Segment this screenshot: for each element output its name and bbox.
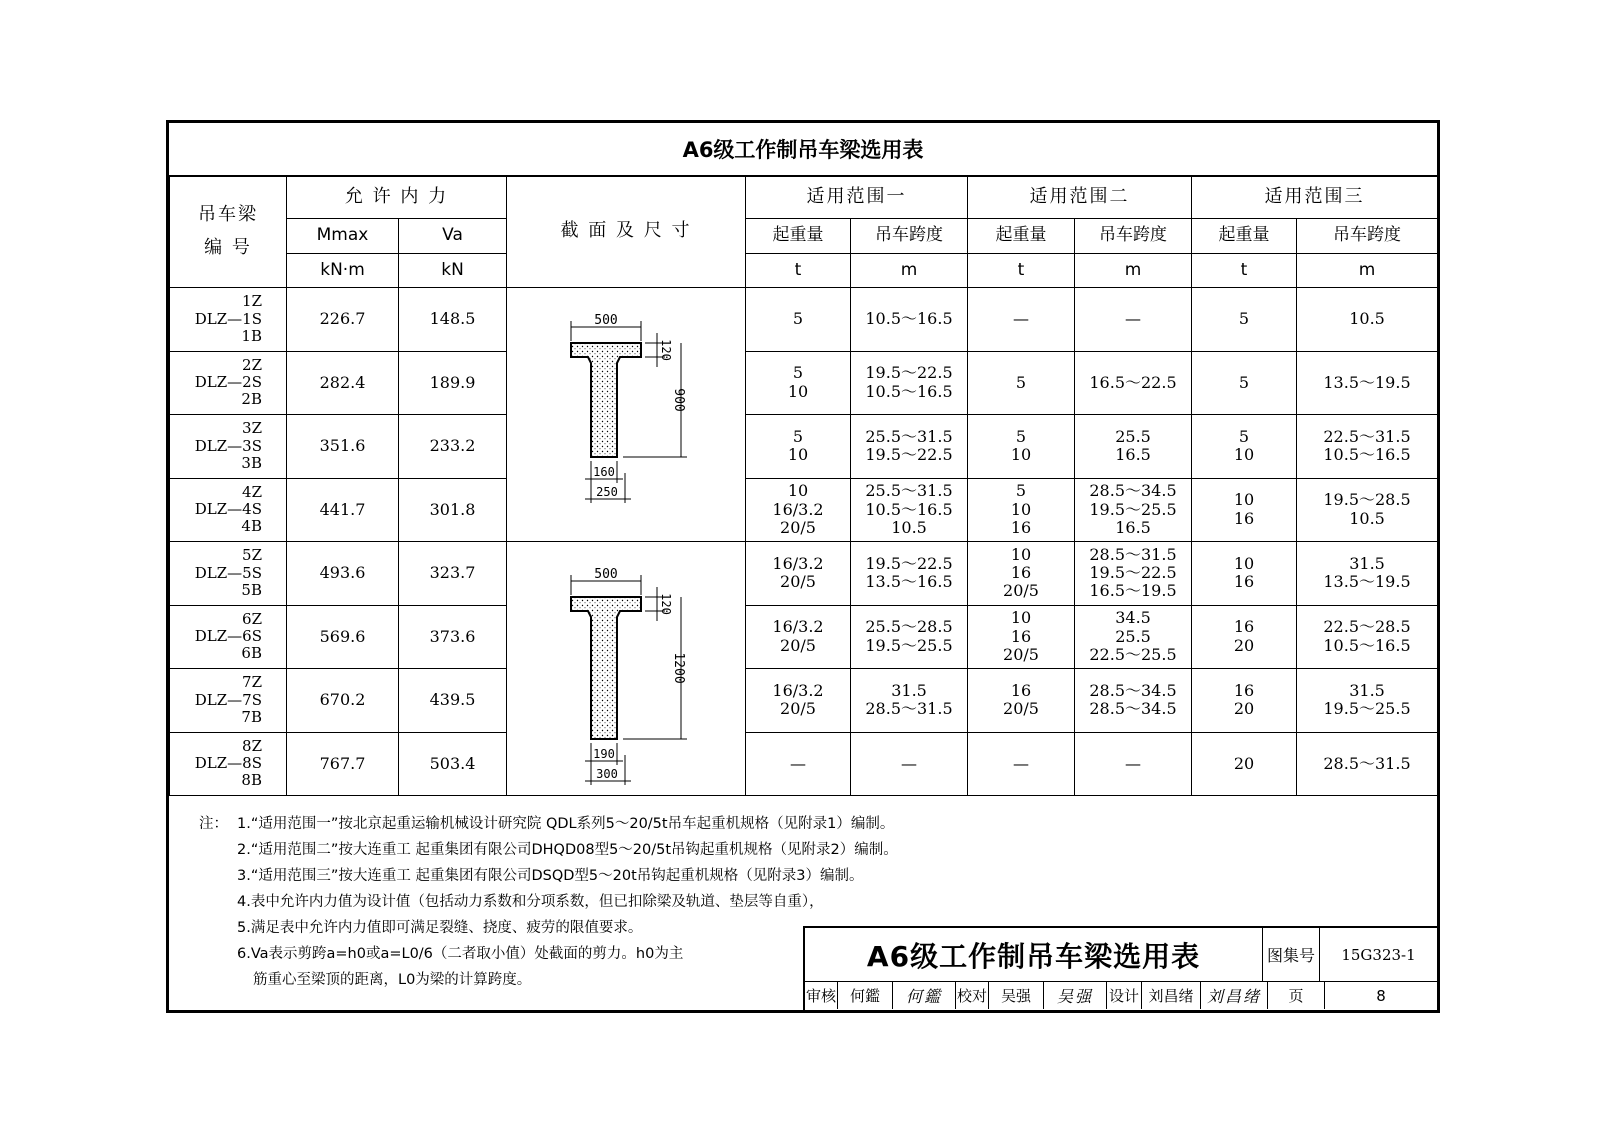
cell-line: 16/3.2 xyxy=(772,680,824,700)
r3-capacity xyxy=(1192,732,1297,796)
r2-span xyxy=(1075,288,1192,352)
r3-capacity xyxy=(1192,669,1297,733)
r3-span xyxy=(1297,478,1438,542)
cell-line: 19.5～25.5 xyxy=(865,635,953,655)
cell-line: — xyxy=(1125,309,1142,329)
r3-capacity xyxy=(1192,542,1297,606)
header-beam-code: 吊车梁 编 号 xyxy=(170,176,287,288)
section-diagram-2 xyxy=(507,542,746,796)
dim-web-width: 190 xyxy=(593,746,615,761)
r3-capacity xyxy=(1192,351,1297,415)
cell-line: 10.5～16.5 xyxy=(1323,445,1411,465)
cell-line: 31.5 xyxy=(891,680,927,700)
cell-line: 19.5～28.5 xyxy=(1323,490,1411,510)
r2-span xyxy=(1075,669,1192,733)
header-r3-capacity: 起重量 xyxy=(1192,219,1297,254)
cell-line: 20/5 xyxy=(780,699,816,719)
cell-line: 20/5 xyxy=(780,572,816,592)
dim-flange-thickness: 120 xyxy=(659,592,674,615)
dim-bottom-width: 300 xyxy=(596,766,618,781)
note-line: 3.“适用范围三”按大连重工 起重集团有限公司DSQD型5～20t吊钩起重机规格（见附录3）编制。 xyxy=(237,868,864,884)
note-line: 4.表中允许内力值为设计值（包括动力系数和分项系数，但已扣除梁及轨道、垫层等自重）， xyxy=(237,894,824,910)
cell-line: 16 xyxy=(1233,680,1255,700)
cell-line: 16.5～22.5 xyxy=(1089,372,1177,392)
unit-r3-t: t xyxy=(1192,254,1297,288)
r2-span xyxy=(1075,478,1192,542)
cell-line: 16/3.2 xyxy=(772,499,824,519)
cell-line: 13.5～16.5 xyxy=(865,572,953,592)
table-row xyxy=(170,669,1438,733)
cell-line: 16.5 xyxy=(1115,445,1151,465)
cell-line: 20 xyxy=(1233,635,1255,655)
cell-line: 16 xyxy=(1010,626,1032,646)
cell-line: 5 xyxy=(792,426,804,446)
unit-r1-m: m xyxy=(851,254,968,288)
cell-line: 10 xyxy=(787,445,809,465)
dim-height: 1200 xyxy=(671,651,687,684)
cell-line: — xyxy=(790,753,807,773)
cell-line: 16.5 xyxy=(1115,517,1151,537)
cell-line: 10.5～16.5 xyxy=(865,309,953,329)
mmax-value: 441.7 xyxy=(287,478,399,542)
cell-line: 10.5～16.5 xyxy=(865,381,953,401)
va-value: 439.5 xyxy=(399,669,507,733)
header-r1-capacity: 起重量 xyxy=(746,219,851,254)
cell-line: 13.5～19.5 xyxy=(1323,572,1411,592)
reviewer-name: 何鑑 xyxy=(838,982,893,1009)
cell-line: 25.5 xyxy=(1115,426,1151,446)
cell-line: 19.5～25.5 xyxy=(1323,699,1411,719)
cell-line: 5 xyxy=(1238,426,1250,446)
header-va: Va xyxy=(399,219,507,254)
cell-line: 10 xyxy=(1233,490,1255,510)
cell-line: 5 xyxy=(1238,372,1250,392)
cell-line: 28.5～31.5 xyxy=(865,699,953,719)
cell-line: — xyxy=(901,753,918,773)
r1-span xyxy=(851,415,968,479)
cell-line: 22.5～28.5 xyxy=(1323,617,1411,637)
header-range1: 适用范围一 xyxy=(746,176,968,219)
cell-line: 10 xyxy=(1010,499,1032,519)
r1-capacity xyxy=(746,288,851,352)
r3-span xyxy=(1297,732,1438,796)
cell-line: 19.5～22.5 xyxy=(865,363,953,383)
r2-capacity xyxy=(968,732,1075,796)
table-row xyxy=(170,478,1438,542)
header-r2-capacity: 起重量 xyxy=(968,219,1075,254)
dim-bottom-width: 250 xyxy=(596,484,618,499)
table-row xyxy=(170,542,1438,606)
table-row xyxy=(170,351,1438,415)
table-title: A6级工作制吊车梁选用表 xyxy=(169,123,1437,177)
dim-height: 900 xyxy=(671,387,687,412)
r2-span xyxy=(1075,542,1192,606)
r2-capacity xyxy=(968,478,1075,542)
cell-line: 16 xyxy=(1010,563,1032,583)
cell-line: 20 xyxy=(1233,753,1255,773)
title-block xyxy=(803,926,1437,1010)
r3-span xyxy=(1297,605,1438,669)
note-line: 5.满足表中允许内力值即可满足裂缝、挠度、疲劳的限值要求。 xyxy=(237,920,643,936)
cell-line: 16 xyxy=(1010,517,1032,537)
cell-line: 10 xyxy=(787,481,809,501)
cell-line: 19.5～22.5 xyxy=(865,553,953,573)
r1-capacity xyxy=(746,351,851,415)
cell-line: 16 xyxy=(1233,572,1255,592)
r3-span xyxy=(1297,288,1438,352)
cell-line: 10 xyxy=(1233,445,1255,465)
mmax-value: 767.7 xyxy=(287,732,399,796)
r2-capacity xyxy=(968,605,1075,669)
unit-r2-m: m xyxy=(1075,254,1192,288)
r2-capacity xyxy=(968,288,1075,352)
header-allowed-force: 允 许 内 力 xyxy=(287,176,507,219)
cell-line: 34.5 xyxy=(1115,608,1151,628)
note-line: 2.“适用范围二”按大连重工 起重集团有限公司DHQD08型5～20/5t吊钩起重机规格（见附录2）编制。 xyxy=(237,842,898,858)
cell-line: 20/5 xyxy=(780,517,816,537)
cell-line: 25.5～28.5 xyxy=(865,617,953,637)
r2-capacity xyxy=(968,351,1075,415)
cell-line: 10 xyxy=(1233,553,1255,573)
va-value: 301.8 xyxy=(399,478,507,542)
beam-section-shape xyxy=(571,597,641,739)
drawing-frame xyxy=(166,120,1440,1013)
beam-code: 3Z DLZ—3S 3B xyxy=(170,415,287,479)
cell-line: 28.5～31.5 xyxy=(1323,753,1411,773)
cell-line: 5 xyxy=(792,309,804,329)
r1-span xyxy=(851,669,968,733)
cell-line: 10 xyxy=(1010,608,1032,628)
r1-capacity xyxy=(746,415,851,479)
cell-line: 31.5 xyxy=(1349,680,1385,700)
cell-line: 5 xyxy=(792,363,804,383)
unit-r3-m: m xyxy=(1297,254,1438,288)
beam-code: 4Z DLZ—4S 4B xyxy=(170,478,287,542)
designer-signature: 刘昌绪 xyxy=(1201,982,1268,1009)
r1-span xyxy=(851,605,968,669)
cell-line: 20/5 xyxy=(1003,644,1039,664)
r1-span xyxy=(851,478,968,542)
cell-line: 10 xyxy=(787,381,809,401)
unit-va: kN xyxy=(399,254,507,288)
header-mmax: Mmax xyxy=(287,219,399,254)
cell-line: 16 xyxy=(1233,617,1255,637)
dim-flange-thickness: 120 xyxy=(659,338,674,361)
r2-span xyxy=(1075,351,1192,415)
cell-line: 10.5 xyxy=(1349,309,1385,329)
cell-line: 16/3.2 xyxy=(772,553,824,573)
cell-line: — xyxy=(1125,753,1142,773)
atlas-label: 图集号 xyxy=(1263,928,1320,981)
header-section: 截 面 及 尺 寸 xyxy=(507,176,746,288)
table-row xyxy=(170,605,1438,669)
cell-line: 20/5 xyxy=(1003,699,1039,719)
cell-line: 20 xyxy=(1233,699,1255,719)
cell-line: 16.5～19.5 xyxy=(1089,581,1177,601)
cell-line: 20/5 xyxy=(780,635,816,655)
designer-name: 刘昌绪 xyxy=(1142,982,1201,1009)
cell-line: 19.5～22.5 xyxy=(865,445,953,465)
notes xyxy=(199,811,898,993)
va-value: 189.9 xyxy=(399,351,507,415)
r3-span xyxy=(1297,669,1438,733)
atlas-number: 15G323-1 xyxy=(1341,945,1416,964)
va-value: 148.5 xyxy=(399,288,507,352)
header-r1-span: 吊车跨度 xyxy=(851,219,968,254)
r1-capacity xyxy=(746,605,851,669)
r3-capacity xyxy=(1192,478,1297,542)
r3-capacity xyxy=(1192,605,1297,669)
beam-code: 7Z DLZ—7S 7B xyxy=(170,669,287,733)
cell-line: 10.5～16.5 xyxy=(865,499,953,519)
r2-span xyxy=(1075,605,1192,669)
cell-line: 16 xyxy=(1233,508,1255,528)
r1-span xyxy=(851,288,968,352)
checker-signature: 吴强 xyxy=(1044,982,1107,1009)
dim-top-width: 500 xyxy=(594,312,618,328)
r2-span xyxy=(1075,732,1192,796)
mmax-value: 282.4 xyxy=(287,351,399,415)
cell-line: 28.5～34.5 xyxy=(1089,680,1177,700)
r1-capacity xyxy=(746,478,851,542)
cell-line: — xyxy=(1013,753,1030,773)
cell-line: 28.5～31.5 xyxy=(1089,544,1177,564)
beam-section-shape xyxy=(571,343,641,457)
header-r3-span: 吊车跨度 xyxy=(1297,219,1438,254)
mmax-value: 493.6 xyxy=(287,542,399,606)
cell-line: 25.5～31.5 xyxy=(865,481,953,501)
table-row xyxy=(170,288,1438,352)
design-label: 设计 xyxy=(1107,982,1142,1009)
mmax-value: 351.6 xyxy=(287,415,399,479)
va-value: 323.7 xyxy=(399,542,507,606)
r1-span xyxy=(851,542,968,606)
cell-line: 28.5～34.5 xyxy=(1089,699,1177,719)
cell-line: 19.5～25.5 xyxy=(1089,499,1177,519)
cell-line: 5 xyxy=(1238,309,1250,329)
t-section-drawing xyxy=(526,549,726,789)
r2-capacity xyxy=(968,542,1075,606)
dim-web-width: 160 xyxy=(593,464,615,479)
dim-top-width: 500 xyxy=(594,566,618,582)
va-value: 503.4 xyxy=(399,732,507,796)
header-r2-span: 吊车跨度 xyxy=(1075,219,1192,254)
table-row xyxy=(170,415,1438,479)
note-line: 筋重心至梁顶的距离，L0为梁的计算跨度。 xyxy=(253,972,532,988)
section-diagram-1 xyxy=(507,288,746,542)
cell-line: 16/3.2 xyxy=(772,617,824,637)
unit-mmax: kN·m xyxy=(287,254,399,288)
cell-line: 10 xyxy=(1010,544,1032,564)
cell-line: 31.5 xyxy=(1349,553,1385,573)
r3-span xyxy=(1297,351,1438,415)
r3-span xyxy=(1297,542,1438,606)
r1-capacity xyxy=(746,732,851,796)
t-section-drawing xyxy=(526,295,726,535)
cell-line: 5 xyxy=(1015,481,1027,501)
cell-line: — xyxy=(1013,309,1030,329)
r2-span xyxy=(1075,415,1192,479)
unit-r2-t: t xyxy=(968,254,1075,288)
cell-line: 5 xyxy=(1015,426,1027,446)
check-label: 校对 xyxy=(956,982,989,1009)
cell-line: 10.5～16.5 xyxy=(1323,635,1411,655)
cell-line: 28.5～34.5 xyxy=(1089,481,1177,501)
beam-code: 6Z DLZ—6S 6B xyxy=(170,605,287,669)
note-line: 注： 1.“适用范围一”按北京起重运输机械设计研究院 QDL系列5～20/5t吊车起重机规格（见附录1）编制。 xyxy=(199,816,895,832)
cell-line: 25.5～31.5 xyxy=(865,426,953,446)
cell-line: 20/5 xyxy=(1003,581,1039,601)
cell-line: 22.5～31.5 xyxy=(1323,426,1411,446)
r3-span xyxy=(1297,415,1438,479)
cell-line: 22.5～25.5 xyxy=(1089,644,1177,664)
header-range2: 适用范围二 xyxy=(968,176,1192,219)
note-line: 6.Va表示剪跨a=h0或a=L0/6（二者取小值）处截面的剪力。h0为主 xyxy=(237,946,684,962)
mmax-value: 670.2 xyxy=(287,669,399,733)
beam-code: 1Z DLZ—1S 1B xyxy=(170,288,287,352)
mmax-value: 569.6 xyxy=(287,605,399,669)
cell-line: 10.5 xyxy=(891,517,927,537)
beam-code: 8Z DLZ—8S 8B xyxy=(170,732,287,796)
review-label: 审核 xyxy=(805,982,838,1009)
r1-span xyxy=(851,732,968,796)
cell-line: 16 xyxy=(1010,680,1032,700)
table-row xyxy=(170,732,1438,796)
r1-capacity xyxy=(746,669,851,733)
selection-table xyxy=(169,175,1438,796)
header-range3: 适用范围三 xyxy=(1192,176,1438,219)
r3-capacity xyxy=(1192,415,1297,479)
page-label: 页 xyxy=(1268,982,1325,1009)
mmax-value: 226.7 xyxy=(287,288,399,352)
va-value: 373.6 xyxy=(399,605,507,669)
page-number: 8 xyxy=(1376,986,1386,1005)
cell-line: 19.5～22.5 xyxy=(1089,563,1177,583)
beam-code: 2Z DLZ—2S 2B xyxy=(170,351,287,415)
cell-line: 5 xyxy=(1015,372,1027,392)
beam-code: 5Z DLZ—5S 5B xyxy=(170,542,287,606)
checker-name: 吴强 xyxy=(989,982,1044,1009)
r1-capacity xyxy=(746,542,851,606)
cell-line: 10.5 xyxy=(1349,508,1385,528)
r1-span xyxy=(851,351,968,415)
cell-line: 10 xyxy=(1010,445,1032,465)
cell-line: 13.5～19.5 xyxy=(1323,372,1411,392)
title-block-title: A6级工作制吊车梁选用表 xyxy=(805,928,1263,981)
r3-capacity xyxy=(1192,288,1297,352)
cell-line: 25.5 xyxy=(1115,626,1151,646)
unit-r1-t: t xyxy=(746,254,851,288)
reviewer-signature: 何鑑 xyxy=(893,982,956,1009)
va-value: 233.2 xyxy=(399,415,507,479)
r2-capacity xyxy=(968,415,1075,479)
r2-capacity xyxy=(968,669,1075,733)
